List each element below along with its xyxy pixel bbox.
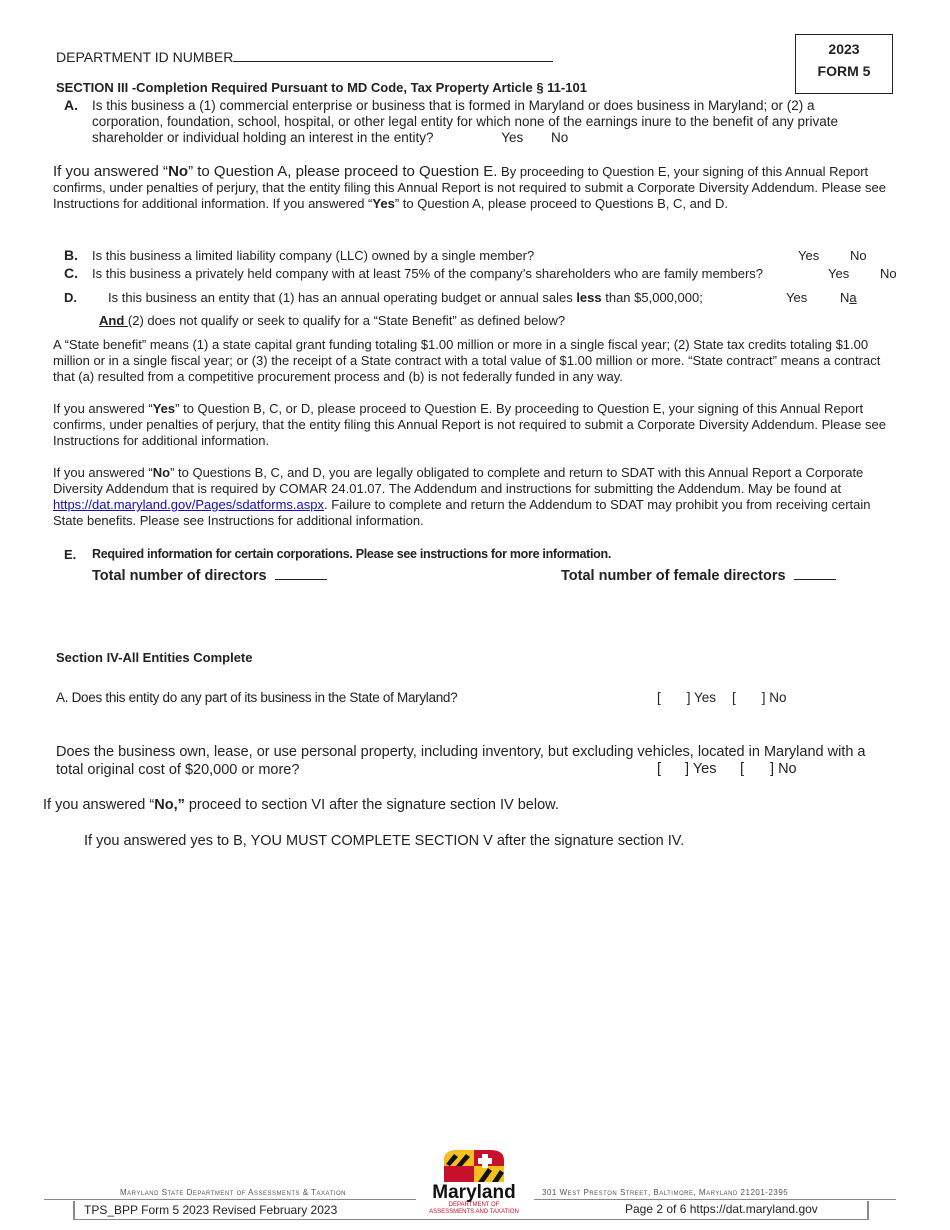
- logo-sub2: ASSESSMENTS AND TAXATION: [429, 1209, 519, 1215]
- form-number: FORM 5: [817, 63, 871, 79]
- form-year-box: [795, 34, 893, 94]
- bracket: [: [740, 761, 745, 777]
- question-d-no-a: a: [849, 290, 857, 305]
- bracket: [: [657, 761, 662, 777]
- question-a: [92, 98, 872, 146]
- footer-agency-name: Maryland State Department of Assessments & Taxation: [120, 1188, 346, 1197]
- instr-nobcd-part1: If you answered “: [53, 465, 153, 480]
- footer-address: 301 West Preston Street, Baltimore, Maryland 21201-2395: [542, 1188, 789, 1197]
- female-directors-row: [561, 567, 836, 584]
- yes-label: ] Yes: [685, 761, 717, 777]
- question-d-no[interactable]: [840, 290, 857, 305]
- no-label: ] No: [770, 761, 797, 777]
- question-d-less: less: [576, 290, 602, 305]
- directors-row: [92, 567, 327, 584]
- note-if-no: [43, 797, 559, 813]
- section4-a-yes-option[interactable]: [657, 690, 716, 705]
- footer-rule-right: [534, 1199, 896, 1200]
- section4-question-a: A. Does this entity do any part of its business in the State of Maryland?: [56, 690, 458, 705]
- instr-nobcd-part3: . Failure to complete and return the Addendum to SDAT may prohibit you from receiving certain State benefits. Please see Instructions for additional information.: [53, 497, 871, 528]
- question-d-text1: Is this business an entity that (1) has an annual operating budget or annual sales: [108, 290, 577, 305]
- question-d-yes[interactable]: Yes: [786, 290, 808, 305]
- question-a-yes[interactable]: Yes: [501, 130, 524, 145]
- note-if-yes: If you answered yes to B, YOU MUST COMPLETE SECTION V after the signature section IV.: [84, 833, 685, 849]
- question-d-and: And: [99, 313, 128, 328]
- section4-b-yes-option[interactable]: [657, 761, 716, 777]
- instruction-yes-bcd: [53, 401, 898, 449]
- question-a-no[interactable]: No: [551, 130, 569, 145]
- sdat-forms-link[interactable]: https://dat.maryland.gov/Pages/sdatforms.aspx: [53, 497, 324, 512]
- question-d-text3: (2) does not qualify or seek to qualify for a “State Benefit” as defined below?: [127, 313, 566, 328]
- directors-field[interactable]: [275, 567, 327, 580]
- question-b-letter: B.: [64, 247, 78, 263]
- question-a-letter: A.: [64, 97, 78, 113]
- instruction-no-a: [53, 164, 898, 212]
- footer-page-number: Page 2 of 6 https://dat.maryland.gov: [625, 1202, 818, 1216]
- instruction-no-bcd: [53, 465, 898, 529]
- directors-label: Total number of directors: [92, 568, 267, 584]
- section4-question-b: Does the business own, lease, or use personal property, including inventory, but excluding vehicles, located in Maryland with a total original cost of $20,000 or more?: [56, 744, 866, 778]
- section4-a-no-option[interactable]: [732, 690, 787, 705]
- footer-form-id: TPS_BPP Form 5 2023 Revised February 2023: [84, 1203, 338, 1217]
- note-no-part1: If you answered “: [43, 797, 155, 813]
- note-no-part2: proceed to section VI after the signature section IV below.: [184, 797, 559, 813]
- instr-nobcd-bold-no: No: [152, 465, 171, 480]
- instr-bcd-bold-yes: Yes: [152, 401, 176, 416]
- question-c-letter: C.: [64, 265, 78, 281]
- question-c-text: Is this business a privately held company with at least 75% of the company’s shareholders who are family members?: [92, 266, 764, 281]
- state-benefit-definition: A “State benefit” means (1) a state capital grant funding totaling $1.00 million or more in a single fiscal year; (2) State tax credits totaling $1.00 million or in a single fiscal year; or (3) the receipt of a State contract with a total value of $1.00 million or more. “State contract” means a contract that (a) resulted from a competitive procurement process and (b) is not federally funded in any way.: [53, 337, 881, 384]
- bracket: [: [732, 690, 736, 705]
- question-d-line1: [108, 290, 703, 305]
- instr-a-bold-yes: Yes: [372, 196, 395, 211]
- instr-a-bold-no: No: [168, 163, 189, 180]
- section4-b-no-option[interactable]: [740, 761, 797, 777]
- dept-id-field[interactable]: [233, 47, 553, 62]
- form-year: 2023: [828, 41, 860, 57]
- footer-rule-left: [44, 1199, 416, 1200]
- question-d-text2: than $5,000,000;: [601, 290, 703, 305]
- question-d-no-n: N: [840, 290, 850, 305]
- female-directors-label: Total number of female directors: [561, 568, 786, 584]
- yes-label: ] Yes: [686, 690, 717, 705]
- question-c-yes[interactable]: Yes: [828, 266, 850, 281]
- instr-a-part2: ” to Question A, please proceed to Question E.: [188, 163, 498, 180]
- question-c-no[interactable]: No: [880, 266, 897, 281]
- dept-id-row: [56, 47, 553, 65]
- dept-id-label: DEPARTMENT ID NUMBER: [56, 49, 234, 65]
- question-b-no[interactable]: No: [850, 248, 867, 263]
- instr-bcd-part2: ” to Question B, C, or D, please proceed to Question E. By proceeding to Question E, your signing of this Annual Report confirms, under penalties of perjury, that the entity filing this Annual Report is not required to submit a Corporate Diversity Addendum. Please see Instructions for additional information.: [53, 401, 886, 448]
- logo-sub1: DEPARTMENT OF: [448, 1202, 500, 1208]
- section3-title: SECTION III -Completion Required Pursuant to MD Code, Tax Property Article § 11-101: [56, 80, 587, 95]
- instr-a-part1: If you answered “: [53, 163, 169, 180]
- maryland-flag-logo: [440, 1148, 508, 1184]
- no-label: ] No: [761, 690, 787, 705]
- instr-nobcd-part2: ” to Questions B, C, and D, you are legally obligated to complete and return to SDAT with this Annual Report a Corporate Diversity Addendum that is required by COMAR 24.01.07. The Addendum and instructions for submitting the Addendum. May be found at: [53, 465, 864, 496]
- question-b-yes[interactable]: Yes: [798, 248, 820, 263]
- question-d-letter: D.: [64, 290, 77, 305]
- instr-bcd-part1: If you answered “: [53, 401, 153, 416]
- question-e-letter: E.: [64, 547, 77, 562]
- footer-logo-word: Maryland: [432, 1182, 516, 1203]
- bracket: [: [657, 690, 661, 705]
- instr-a-part4: ” to Question A, please proceed to Questions B, C, and D.: [394, 196, 728, 211]
- question-e-text: Required information for certain corporations. Please see instructions for more information.: [92, 547, 612, 561]
- section4-title: Section IV-All Entities Complete: [56, 650, 253, 665]
- instr-a-part3: By proceeding to Question E, your signing of this Annual Report confirms, under penalties of perjury, that the entity filing this Annual Report is not required to submit a Corporate Diversity Addendum. Please see Instructions for additional information. If you answered “: [53, 164, 886, 211]
- female-directors-field[interactable]: [794, 567, 836, 580]
- maryland-flag-icon: [440, 1148, 508, 1184]
- question-d-line2: [99, 313, 565, 328]
- note-no-bold: No,”: [154, 797, 185, 813]
- question-b-text: Is this business a limited liability company (LLC) owned by a single member?: [92, 248, 535, 263]
- question-a-text: Is this business a (1) commercial enterprise or business that is formed in Maryland or does business in Maryland; or (2) a corporation, foundation, school, hospital, or other legal entity for which none of the earnings inure to the benefit of any private shareholder or individual holding an interest in the entity?: [92, 98, 838, 145]
